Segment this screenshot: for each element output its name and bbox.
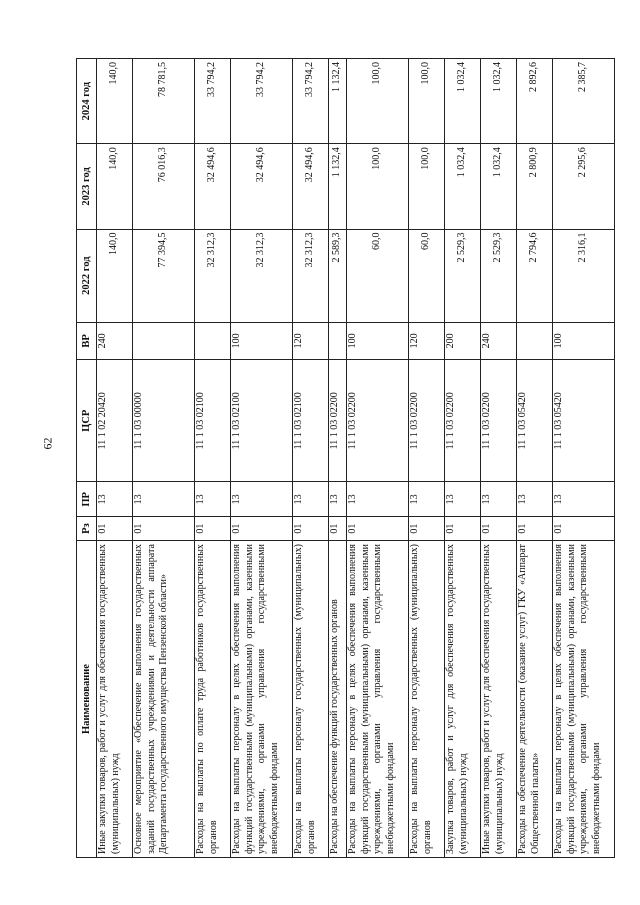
row-rz: 01	[97, 517, 133, 541]
row-vr: 240	[481, 322, 517, 359]
row-2024: 78 781,5	[133, 59, 195, 144]
header-vr: ВР	[77, 322, 97, 359]
row-2024: 2 385,7	[553, 59, 615, 144]
row-2022: 2 529,3	[481, 229, 517, 322]
row-2022: 60,0	[347, 229, 409, 322]
header-2023: 2023 год	[77, 144, 97, 229]
table-row	[553, 59, 615, 858]
row-2023: 32 494,6	[195, 144, 231, 229]
row-name: Закупка товаров, работ и услуг для обеспечения государственных (муниципальных) нужд	[445, 541, 481, 858]
row-2023: 2 800,9	[517, 144, 553, 229]
row-pr: 13	[553, 482, 615, 517]
row-vr	[517, 322, 553, 359]
row-2024: 140,0	[97, 59, 133, 144]
row-name: Расходы на выплаты персоналу в целях обеспечения выполнения функций государственными (муниципальными) органами, казенными учреждениями, органами управления государственными внебюджетными фондами	[231, 541, 293, 858]
row-2022: 2 794,6	[517, 229, 553, 322]
row-2023: 76 016,3	[133, 144, 195, 229]
row-pr: 13	[347, 482, 409, 517]
table-row	[517, 59, 553, 858]
row-name: Расходы на выплаты по оплате труда работников государственных органов	[195, 541, 231, 858]
row-name: Иные закупки товаров, работ и услуг для обеспечения государственных (муниципальных) нужд	[97, 541, 133, 858]
header-pr: ПР	[77, 482, 97, 517]
row-vr: 200	[445, 322, 481, 359]
row-2022: 32 312,3	[231, 229, 293, 322]
row-name: Расходы на выплаты персоналу в целях обеспечения выполнения функций государственными (муниципальными) органами, казенными учреждениями, органами управления государственными внебюджетными фондами	[553, 541, 615, 858]
row-2023: 140,0	[97, 144, 133, 229]
row-pr: 13	[409, 482, 445, 517]
row-2023: 1 032,4	[445, 144, 481, 229]
row-2022: 32 312,3	[293, 229, 329, 322]
row-2023: 100,0	[409, 144, 445, 229]
row-name: Расходы на обеспечение функций государственных органов	[329, 541, 347, 858]
row-vr: 100	[231, 322, 293, 359]
row-vr: 100	[553, 322, 615, 359]
row-csr: 11 1 03 02200	[481, 360, 517, 483]
row-pr: 13	[481, 482, 517, 517]
row-name: Иные закупки товаров, работ и услуг для обеспечения государственных (муниципальных) нужд	[481, 541, 517, 858]
row-csr: 11 1 03 02100	[231, 360, 293, 483]
table-row	[195, 59, 231, 858]
table-body	[97, 59, 615, 858]
header-2024: 2024 год	[77, 59, 97, 144]
row-2023: 1 032,4	[481, 144, 517, 229]
row-vr: 120	[293, 322, 329, 359]
row-2022: 2 529,3	[445, 229, 481, 322]
row-2022: 60,0	[409, 229, 445, 322]
row-2024: 1 032,4	[481, 59, 517, 144]
row-2022: 2 589,3	[329, 229, 347, 322]
row-2024: 33 794,2	[293, 59, 329, 144]
table-row	[133, 59, 195, 858]
row-csr: 11 1 03 02100	[195, 360, 231, 483]
row-rz: 01	[195, 517, 231, 541]
row-csr: 11 1 03 02200	[445, 360, 481, 483]
row-rz: 01	[553, 517, 615, 541]
row-csr: 11 1 03 02200	[329, 360, 347, 483]
table-row	[409, 59, 445, 858]
row-rz: 01	[481, 517, 517, 541]
row-csr: 11 1 03 00000	[133, 360, 195, 483]
row-pr: 13	[231, 482, 293, 517]
row-vr: 100	[347, 322, 409, 359]
row-name: Расходы на выплаты персоналу государственных (муниципальных) органов	[409, 541, 445, 858]
row-vr	[195, 322, 231, 359]
table-row	[97, 59, 133, 858]
row-pr: 13	[97, 482, 133, 517]
table-row	[347, 59, 409, 858]
row-2023: 32 494,6	[231, 144, 293, 229]
row-2024: 100,0	[409, 59, 445, 144]
row-pr: 13	[293, 482, 329, 517]
row-csr: 11 1 03 05420	[553, 360, 615, 483]
row-vr: 240	[97, 322, 133, 359]
row-2023: 32 494,6	[293, 144, 329, 229]
row-vr	[133, 322, 195, 359]
table-row	[445, 59, 481, 858]
table-row	[329, 59, 347, 858]
table-row	[481, 59, 517, 858]
row-rz: 01	[347, 517, 409, 541]
row-2022: 32 312,3	[195, 229, 231, 322]
page-number: 62	[40, 437, 55, 450]
budget-table	[76, 58, 615, 858]
row-rz: 01	[517, 517, 553, 541]
row-2024: 33 794,2	[231, 59, 293, 144]
table-row	[293, 59, 329, 858]
header-csr: ЦСР	[77, 360, 97, 483]
row-rz: 01	[293, 517, 329, 541]
row-rz: 01	[133, 517, 195, 541]
row-name: Расходы на выплаты персоналу в целях обеспечения выполнения функций государственными (муниципальными) органами, казенными учреждениями, органами управления государственными внебюджетными фондами	[347, 541, 409, 858]
row-csr: 11 1 03 05420	[517, 360, 553, 483]
row-pr: 13	[517, 482, 553, 517]
row-vr	[329, 322, 347, 359]
row-name: Основное мероприятие «Обеспечение выполнения государственных заданий государственных учреждениями и деятельности аппарата Департамента государственного имущества Пензенской области»	[133, 541, 195, 858]
row-pr: 13	[445, 482, 481, 517]
header-rz: Рз	[77, 517, 97, 541]
header-2022: 2022 год	[77, 229, 97, 322]
row-2024: 1 132,4	[329, 59, 347, 144]
row-2024: 2 892,6	[517, 59, 553, 144]
row-name: Расходы на выплаты персоналу государственных (муниципальных) органов	[293, 541, 329, 858]
row-rz: 01	[409, 517, 445, 541]
rotated-table-container	[76, 58, 602, 858]
row-csr: 11 1 03 02100	[293, 360, 329, 483]
row-rz: 01	[231, 517, 293, 541]
row-2023: 1 132,4	[329, 144, 347, 229]
table-row	[231, 59, 293, 858]
row-vr: 120	[409, 322, 445, 359]
row-rz: 01	[329, 517, 347, 541]
row-csr: 11 1 03 02200	[409, 360, 445, 483]
header-name: Наименование	[77, 541, 97, 858]
row-pr: 13	[133, 482, 195, 517]
row-pr: 13	[195, 482, 231, 517]
row-2024: 33 794,2	[195, 59, 231, 144]
row-2024: 1 032,4	[445, 59, 481, 144]
row-pr: 13	[329, 482, 347, 517]
row-2023: 100,0	[347, 144, 409, 229]
row-2022: 77 394,5	[133, 229, 195, 322]
row-rz: 01	[445, 517, 481, 541]
row-csr: 11 1 02 20420	[97, 360, 133, 483]
row-2022: 2 316,1	[553, 229, 615, 322]
header-row	[77, 59, 97, 858]
row-2024: 100,0	[347, 59, 409, 144]
row-csr: 11 1 03 02200	[347, 360, 409, 483]
row-2022: 140,0	[97, 229, 133, 322]
row-2023: 2 295,6	[553, 144, 615, 229]
row-name: Расходы на обеспечение деятельности (оказание услуг) ГКУ «Аппарат Общественной палаты»	[517, 541, 553, 858]
